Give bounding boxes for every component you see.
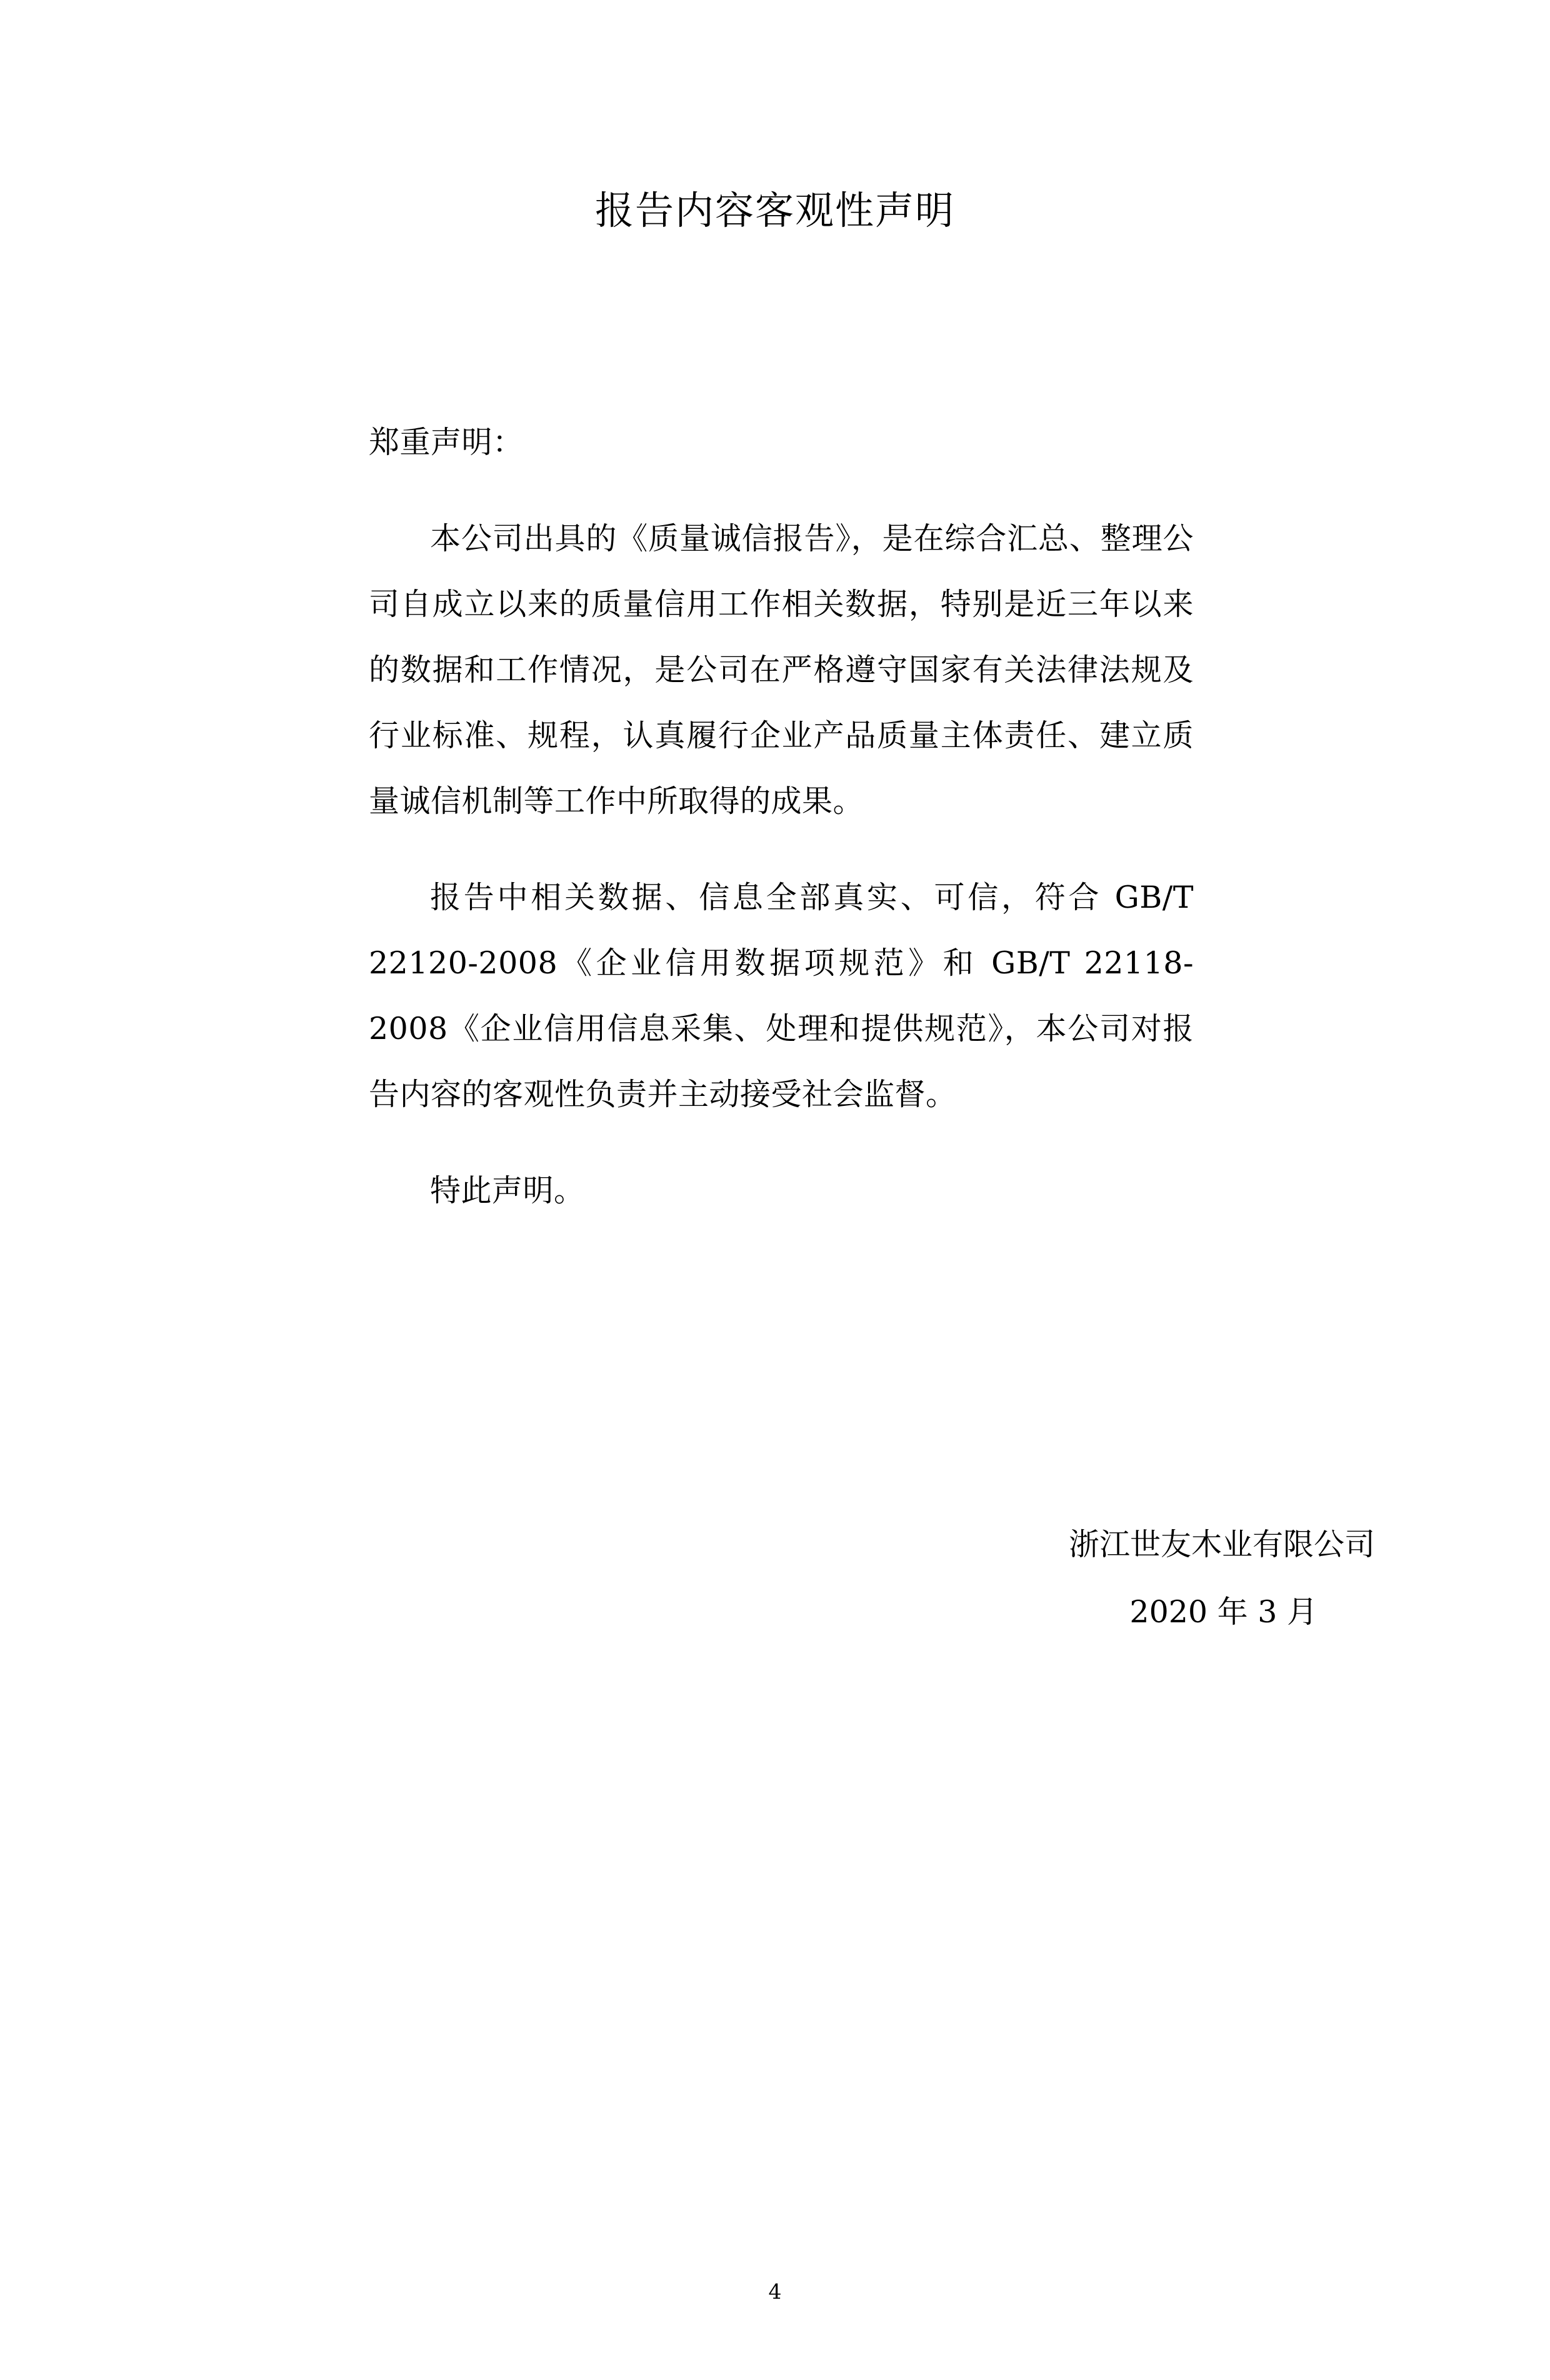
document-body — [181, 260, 1369, 1223]
statement-paragraph-1: 本公司出具的《质量诚信报告》，是在综合汇总、整理公司自成立以来的质量信用工作相关数据，特别是近三年以来的数据和工作情况，是公司在严格遵守国家有关法律法规及行业标准、规程，认真履行企业产品质量主体责任、建立质量诚信机制等工作中所取得的成果。 — [369, 520, 1194, 819]
signature-block — [0, 1511, 1550, 1646]
statement-paragraph-2: 报告中相关数据、信息全部真实、可信，符合 GB/T 22120-2008《企业信用数据项规范》和 GB/T 22118-2008《企业信用信息采集、处理和提供规范》，本公司对报告内容的客观性负责并主动接受社会监督。 — [369, 879, 1194, 1112]
statement-paragraph-3: 特此声明。 — [430, 1172, 585, 1208]
signature-company: 浙江世友木业有限公司 — [1068, 1526, 1375, 1562]
title-body-spacer — [369, 260, 1194, 379]
document-page — [0, 188, 1550, 2380]
statement-lead-paragraph: 郑重声明： — [369, 424, 524, 460]
page-number: 4 — [768, 2279, 782, 2304]
signature-date: 2020 年 3 月 — [1129, 1594, 1318, 1630]
page-title: 报告内容客观性声明 — [594, 188, 955, 233]
